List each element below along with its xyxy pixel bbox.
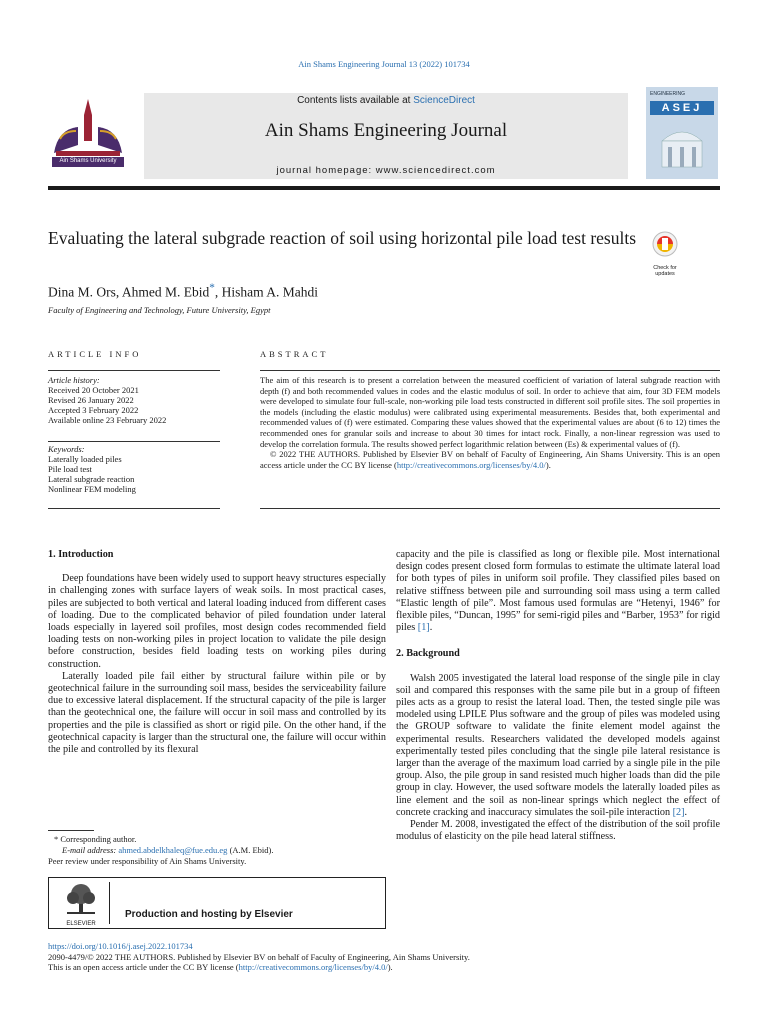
license-text: This is an open access article under the CC BY license ( [48, 962, 239, 972]
history-online: Available online 23 February 2022 [48, 415, 167, 425]
check-for-updates-button[interactable] [645, 230, 685, 277]
divider [260, 508, 720, 509]
copyright-text: © 2022 THE AUTHORS. Published by Elsevier BV on behalf of Faculty of Engineering, Ain Shams University. This is an open access article under the CC BY license ( [260, 449, 720, 470]
logo-caption: Ain Shams University [59, 158, 117, 164]
corresponding-author-note: * Corresponding author. [54, 834, 137, 844]
contents-prefix: Contents lists available at [297, 95, 414, 106]
article-info-heading: ARTICLE INFO [48, 349, 142, 359]
section-heading-introduction: 1. Introduction [48, 549, 114, 560]
intro-paragraph-3 [396, 549, 720, 634]
history-label: Article history: [48, 375, 100, 385]
intro-paragraph-2: Laterally loaded pile fail either by structural failure within pile or by geotechnical failure in the surrounding soil mass, besides the serviceability failure due to excessive lateral displacement. If the structural capacity of the pile is larger than the geotechnical one, the failure will occur in soil mass and controlled by its properties and the pile is classified as short or rigid pile. On the other hand, if the geotechnical capacity is larger than the structural one, the failure will occur within the pile and controlled by its flexural [48, 670, 386, 756]
history-accepted: Accepted 3 February 2022 [48, 405, 139, 415]
license-line [48, 962, 720, 973]
keyword-item: Lateral subgrade reaction [48, 474, 135, 484]
bg-p1-text: Walsh 2005 investigated the lateral load response of the single pile in clay soil and compared this responses with the same pile but in a group of fifteen piles acts as a group to resist the lateral load. Then, the tested single pile was modeled using LPILE Plus software and the group of piles was modeled using the GROUP software to validate the finite element model against the experimental results. Researchers validated the developed models against experimentally tested piles concluding that the single pile lateral resistance is larger than the average of the maximum load carried by a single pile in the pile group. Also, the pile group in sand resisted much higher loads than did the pile group in clay. However, the used software models the laterally loaded piles as line element and the soil as non-linear springs which neglect the effect of concrete cracking and inaccuracy simulates the soil-pile interaction [396, 672, 720, 818]
abstract-text: The aim of this research is to present a correlation between the measured coefficient of variation of lateral subgrade reaction with depth (f) and both recommended values in codes and the elastic modulus of soil. In order to achieve that aim, four 3D FEM models were developed to simulate four full-scale, non-working pile load tests constructed in different soil profile sites. The soil properties in the models (including the elastic modulus) were calibrated using experimental measurements. Besides that, both experimental and recommended values of (f) were estimated. Comparing these values showed that the experimental values are about (6 to 12) times the recommended ones for granular soils and increase to about 30 times for intact rock. Finally, a non-linear regression was used to develop the correlation formula. The results showed perfect logarithmic relation between (Es) & experimental values of (f). [260, 375, 720, 449]
elsevier-hosting-box [48, 877, 386, 929]
citation-link[interactable]: [2] [672, 806, 685, 818]
affiliation: Faculty of Engineering and Technology, Future University, Egypt [48, 305, 271, 315]
email-label: E-mail address: [62, 845, 119, 855]
footnotes [48, 834, 386, 867]
article-history [48, 375, 166, 425]
divider [48, 508, 220, 509]
journal-reference[interactable]: Ain Shams Engineering Journal 13 (2022) 101734 [298, 59, 470, 69]
divider [109, 882, 110, 924]
abstract-heading: ABSTRACT [260, 349, 329, 359]
author-list [48, 282, 318, 301]
email-owner: (A.M. Ebid). [227, 845, 274, 855]
header-center-band [144, 93, 628, 179]
citation-link[interactable]: [1] [417, 622, 430, 634]
journal-title: Ain Shams Engineering Journal [264, 120, 508, 141]
keywords-label: Keywords: [48, 444, 85, 454]
university-logo [48, 93, 128, 173]
copyright-end: ). [545, 459, 551, 470]
bg-p1-end: . [684, 806, 688, 818]
journal-homepage[interactable]: journal homepage: www.sciencedirect.com [276, 165, 496, 176]
body-column-left [48, 549, 386, 756]
divider [48, 370, 220, 371]
sciencedirect-link[interactable]: ScienceDirect [413, 95, 475, 106]
abstract-copyright [260, 449, 720, 470]
doi-link[interactable]: https://doi.org/10.1016/j.asej.2022.101734 [48, 941, 193, 951]
divider [48, 441, 220, 442]
background-paragraph-1 [396, 673, 720, 819]
keyword-item: Nonlinear FEM modeling [48, 484, 136, 494]
keywords [48, 444, 136, 494]
history-received: Received 20 October 2021 [48, 385, 139, 395]
email-link[interactable]: ahmed.abdelkhaleq@fue.edu.eg [118, 845, 228, 855]
page-footer [48, 941, 720, 973]
body-column-right [396, 549, 720, 843]
cover-building-icon [654, 121, 710, 173]
crossmark-label: Check for updates [653, 265, 677, 277]
keyword-item: Pile load test [48, 464, 92, 474]
contents-line [144, 95, 628, 106]
elsevier-tree-icon [61, 882, 101, 916]
authors-first: Dina M. Ors, Ahmed M. Ebid [48, 284, 210, 300]
intro-p3-text: capacity and the pile is classified as long or flexible pile. Most international design codes present closed form formulas to estimate the ultimate lateral load for both types of piles in uniform soil profile. They classified piles based on relative stiffness between pile and surrounding soil mass using a term called “Elastic length of pile”. Most famous used formulas are “Hetenyi, 1946” for flexible piles, “Duncan, 1995” for semi-rigid piles and “Barber, 1953” for rigid piles [396, 549, 720, 634]
intro-paragraph-1: Deep foundations have been widely used to support heavy structures especially in challenging zones with surface layers of weak soils. In most practical cases, piles are subjected to both vertical and lateral loading induced from different cases of loading. Due to the complicated behavior of piled foundation under lateral loads especially in layered soil profiles, most design codes recommended field loading tests on non-working piles in project location to validate the pile design before construction, besides field loading tests on working piles during construction. [48, 573, 386, 670]
divider [260, 370, 720, 371]
email-line [48, 845, 386, 856]
hosting-text: Production and hosting by Elsevier [125, 909, 293, 920]
abstract-body [260, 375, 720, 470]
section-heading-background: 2. Background [396, 648, 460, 660]
journal-cover-thumbnail [646, 87, 718, 179]
footnote-rule [48, 830, 94, 831]
issn-line: 2090-4479/© 2022 THE AUTHORS. Published by Elsevier BV on behalf of Faculty of Engineering, Ain Shams University. [48, 951, 470, 962]
header-rule [48, 186, 720, 190]
license-end: ). [387, 962, 393, 972]
peer-review-note: Peer review under responsibility of Ain Shams University. [48, 856, 247, 866]
background-paragraph-2: Pender M. 2008, investigated the effect of the distribution of the soil profile modulus of elasticity on the pile head lateral stiffness. [396, 819, 720, 843]
article-title: Evaluating the lateral subgrade reaction of soil using horizontal pile load test results [48, 228, 637, 248]
license-link[interactable]: http://creativecommons.org/licenses/by/4.0/ [238, 962, 388, 972]
elsevier-logo-text: ELSEVIER [66, 921, 96, 927]
cover-brand: ASEJ [650, 101, 714, 115]
license-link[interactable]: http://creativecommons.org/licenses/by/4.0/ [396, 459, 546, 470]
cover-top-text: ENGINEERING [650, 91, 686, 97]
history-revised: Revised 26 January 2022 [48, 395, 134, 405]
intro-p3-end: . [429, 622, 433, 634]
authors-rest: , Hisham A. Mahdi [214, 284, 318, 300]
journal-header [48, 93, 720, 183]
crossmark-icon [645, 230, 685, 260]
elsevier-logo [61, 882, 101, 927]
corresponding-author-mark[interactable]: * [209, 282, 215, 294]
keyword-item: Laterally loaded piles [48, 454, 122, 464]
